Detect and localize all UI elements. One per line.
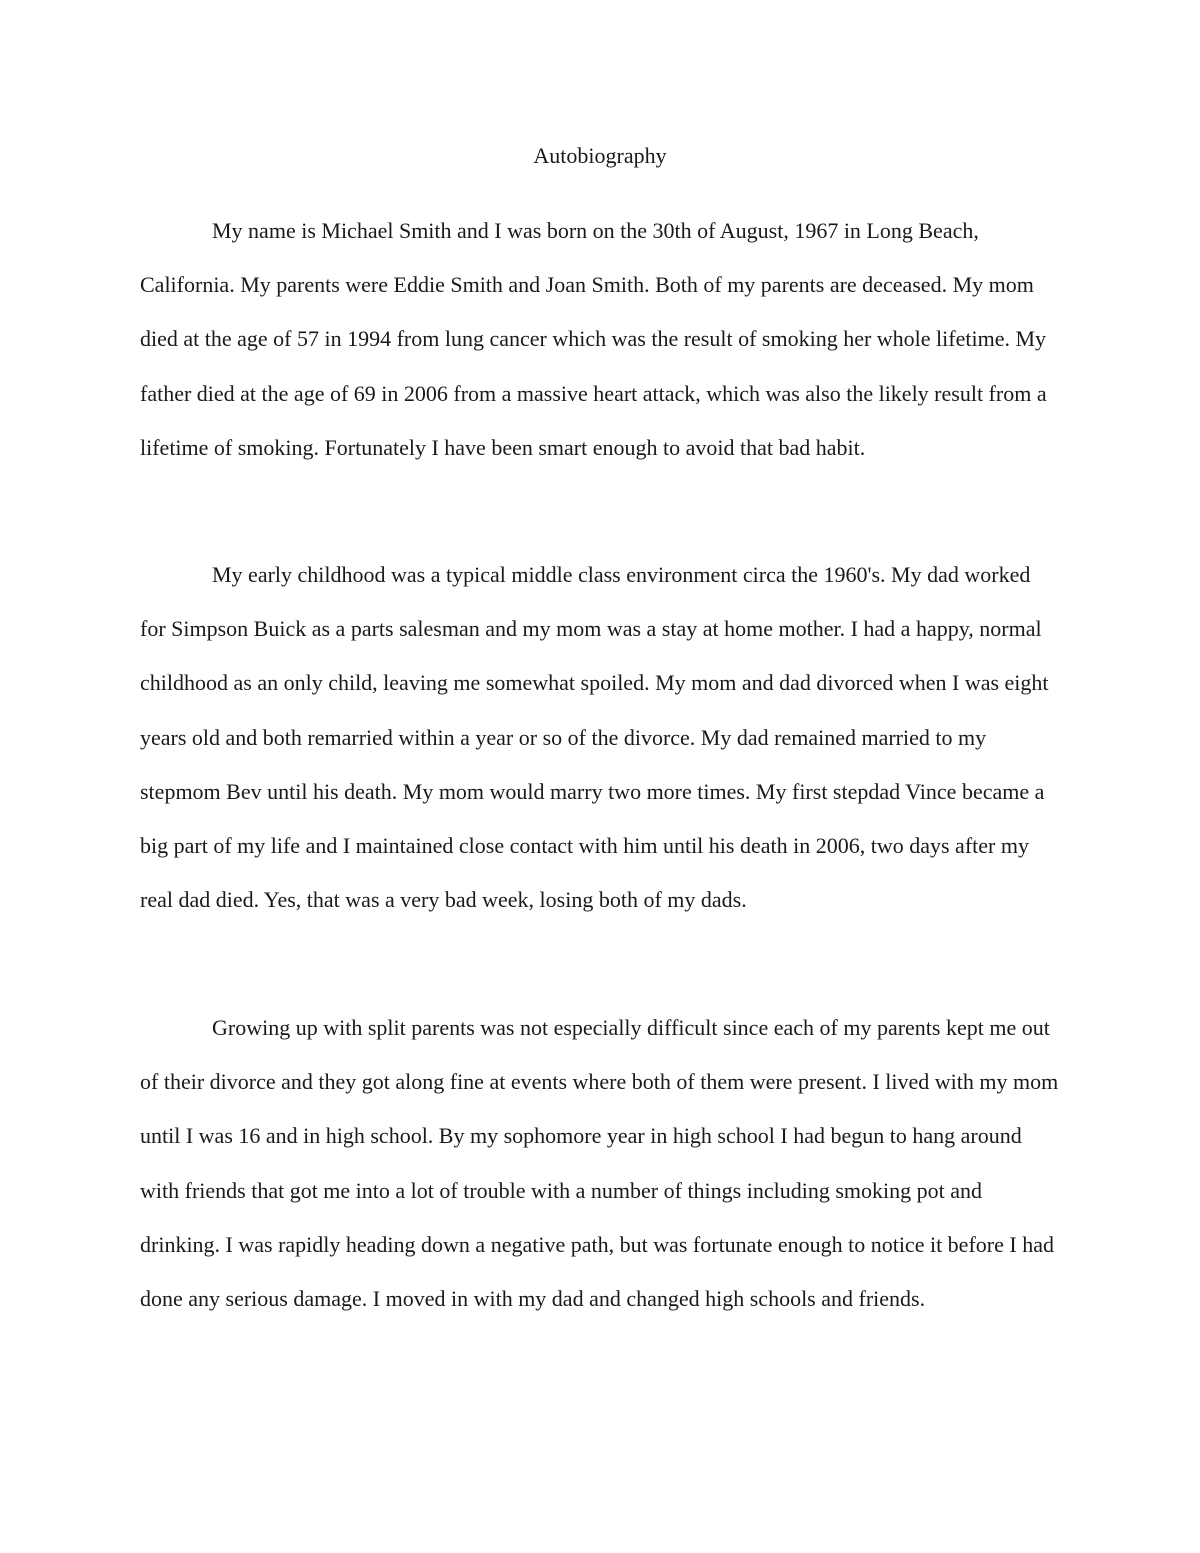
paragraph-childhood: My early childhood was a typical middle class environment circa the 1960's. My dad worked for Simpson Buick as a parts salesman and my mom was a stay at home mother. I had a happy, normal childhood as an only child, leaving me somewhat spoiled. My mom and dad divorced when I was eight years old and both remarried within a year or so of the divorce. My dad remained married to my stepmom Bev until his death. My mom would marry two more times. My first stepdad Vince became a big part of my life and I maintained close contact with him until his death in 2006, two days after my real dad died. Yes, that was a very bad week, losing both of my dads. — [140, 562, 1049, 913]
paragraph-growing-up: Growing up with split parents was not especially difficult since each of my parents kept me out of their divorce and they got along fine at events where both of them were present. I lived with my mom until I was 16 and in high school. By my sophomore year in high school I had begun to hang around with friends that got me into a lot of trouble with a number of things including smoking pot and drinking. I was rapidly heading down a negative path, but was fortunate enough to notice it before I had done any serious damage. I moved in with my dad and changed high schools and friends. — [140, 1015, 1059, 1312]
document-title: Autobiography — [533, 143, 667, 168]
paragraph-early-life: My name is Michael Smith and I was born on the 30th of August, 1967 in Long Beach, California. My parents were Eddie Smith and Joan Smith. Both of my parents are deceased. My mom died at the age of 57 in 1994 from lung cancer which was the result of smoking her whole lifetime. My father died at the age of 69 in 2006 from a massive heart attack, which was also the likely result from a lifetime of smoking. Fortunately I have been smart enough to avoid that bad habit. — [140, 218, 1047, 460]
